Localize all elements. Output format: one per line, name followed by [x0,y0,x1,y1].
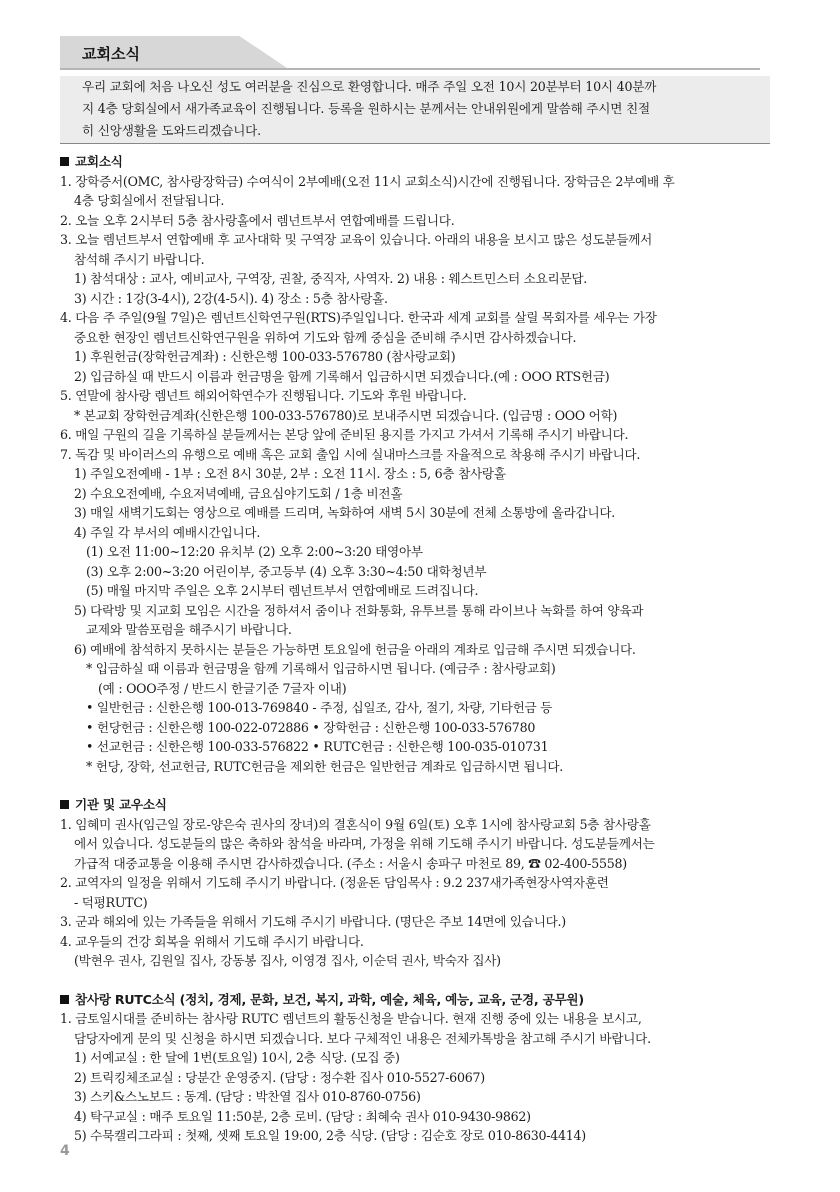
news-line: (1) 오전 11:00~12:20 유치부 (2) 오후 2:00~3:20 태영아부 [86,544,423,559]
page-title: 교회소식 [82,45,140,63]
news-line: 2) 트릭킹체조교실 : 당분간 운영중지. (담당 : 정수환 집사 010-5527-6067) [74,1069,485,1085]
news-line: • 일반헌금 : 신한은행 100-013-769840 - 주정, 십일조, 감사, 절기, 차량, 기타헌금 등 [86,700,553,715]
news-line: 중요한 현장인 렘넌트신학연구원을 위하여 기도와 함께 중심을 준비해 주시면 감사하겠습니다. [74,329,577,345]
news-line: • 헌당헌금 : 신한은행 100-022-072886 • 장학헌금 : 신한은행 100-033-576780 [86,719,536,735]
news-line: 1) 참석대상 : 교사, 예비교사, 구역장, 권찰, 중직자, 사역자. 2) 내용 : 웨스트민스터 소요리문답. [74,271,588,286]
news-line: 담당자에게 문의 및 신청을 하시면 되겠습니다. 보다 구체적인 내용은 전체카톡방을 참고해 주시기 바랍니다. [74,1030,651,1046]
news-line: 3. 군과 해외에 있는 가족들을 위해서 기도해 주시기 바랍니다. (명단은 주보 14면에 있습니다.) [60,914,566,929]
news-line: 참석해 주시기 바랍니다. [74,251,205,267]
news-line: 4) 탁구교실 : 매주 토요일 11:50분, 2층 로비. (담당 : 최혜숙 권사 010-9430-9862) [74,1108,531,1124]
news-line: 에서 있습니다. 성도분들의 많은 축하와 참석을 바라며, 가정을 위해 기도해 주시기 바랍니다. 성도분들께서는 [74,836,655,851]
news-line: 3. 오늘 렘넌트부서 연합예배 후 교사대학 및 구역장 교육이 있습니다. 아래의 내용을 보시고 많은 성도분들께서 [60,232,653,247]
news-content [60,152,780,1146]
header-tab [60,36,760,70]
news-line: • 선교헌금 : 신한은행 100-033-576822 • RUTC헌금 : 신한은행 100-035-010731 [86,739,549,754]
news-line: 3) 매일 새벽기도회는 영상으로 예배를 드리며, 녹화하여 새벽 5시 30분에 전체 소통방에 올라갑니다. [74,505,616,520]
square-bullet-icon [60,157,69,166]
section-heading [60,990,780,1010]
page-number: 4 [60,1143,70,1159]
welcome-box [60,76,770,144]
news-line: (3) 오후 2:00~3:20 어린이부, 중고등부 (4) 오후 3:30~4:50 대학청년부 [86,563,487,579]
news-line: 5. 연말에 참사랑 렘넌트 해외어학연수가 진행됩니다. 기도와 후원 바랍니다. [60,388,467,403]
section-heading [60,795,780,815]
news-line: 3) 시간 : 1강(3-4시), 2강(4-5시). 4) 장소 : 5층 참사랑홀. [74,290,388,306]
news-line: 2. 교역자의 일정을 위해서 기도해 주시기 바랍니다. (정윤돈 담임목사 : 9.2 237새가족현장사역자훈련 [60,875,609,890]
news-line: * 입금하실 때 이름과 헌금명을 함께 기록해서 입금하시면 됩니다. (예금주 : 참사랑교회) [86,661,556,676]
news-line: * 헌당, 장학, 선교헌금, RUTC헌금을 제외한 헌금은 일반헌금 계좌로 입금하시면 됩니다. [86,758,564,774]
news-line: 4. 교우들의 건강 회복을 위해서 기도해 주시기 바랍니다. [60,933,364,949]
news-line: 1) 서예교실 : 한 달에 1번(토요일) 10시, 2층 식당. (모집 중) [74,1050,400,1065]
news-line: 2) 입금하실 때 반드시 이름과 헌금명을 함께 기록해서 입금하시면 되겠습니다.(예 : OOO RTS헌금) [74,368,610,384]
news-line: 4. 다음 주 주일(9월 7일)은 렘넌트신학연구원(RTS)주일입니다. 한국과 세계 교회를 살릴 목회자를 세우는 가장 [60,310,657,325]
square-bullet-icon [60,800,69,809]
news-line: 1) 주일오전예배 - 1부 : 오전 8시 30분, 2부 : 오전 11시. 장소 : 5, 6층 참사랑홀 [74,466,506,481]
section-heading-text: 교회소식 [75,154,123,169]
header-divider [60,68,760,70]
square-bullet-icon [60,995,69,1004]
news-line: - 덕평RUTC) [74,894,148,910]
section-gap [60,776,780,795]
news-line: (예 : OOO주정 / 반드시 한글기준 7글자 이내) [98,680,347,696]
section-heading-text: 기관 및 교우소식 [75,797,167,812]
news-line: 1. 장학증서(OMC, 참사랑장학금) 수여식이 2부예배(오전 11시 교회소식)시간에 진행됩니다. 장학금은 2부예배 후 [60,173,675,189]
news-line: (5) 매월 마지막 주일은 오후 2시부터 렘넌트부서 연합예배로 드려집니다. [86,583,479,598]
news-line: 6. 매일 구원의 길을 기록하실 분들께서는 본당 앞에 준비된 용지를 가지고 가셔서 기록해 주시기 바랍니다. [60,427,629,442]
news-line: 1. 임혜미 권사(임근일 장로-양은숙 권사의 장녀)의 결혼식이 9월 6일(토) 오후 1시에 참사랑교회 5층 참사랑홀 [60,816,651,832]
news-line: 가급적 대중교통을 이용해 주시면 감사하겠습니다. (주소 : 서울시 송파구 마천로 89, ☎ 02-400-5558) [74,855,627,871]
news-line: 4) 주일 각 부서의 예배시간입니다. [74,524,261,540]
welcome-line: 히 신앙생활을 도와드리겠습니다. [82,123,261,138]
news-line: * 본교회 장학헌금계좌(신한은행 100-033-576780)로 보내주시면 되겠습니다. (입금명 : OOO 어학) [74,407,618,423]
news-line: 교제와 말씀포럼을 해주시기 바랍니다. [86,622,292,637]
news-line: 5) 다락방 및 지교회 모임은 시간을 정하셔서 줌이나 전화통화, 유투브를 통해 라이브나 녹화를 하여 양육과 [74,602,644,618]
news-line: 5) 수묵캘리그라피 : 첫째, 셋째 토요일 19:00, 2층 식당. (담당 : 김순호 장로 010-8630-4414) [74,1128,586,1143]
news-line: 7. 독감 및 바이러스의 유행으로 예배 혹은 교회 출입 시에 실내마스크를 자율적으로 착용해 주시기 바랍니다. [60,446,641,462]
news-line: 2) 수요오전예배, 수요저녁예배, 금요심야기도회 / 1층 비전홀 [74,485,403,501]
welcome-line: 지 4층 당회실에서 새가족교육이 진행됩니다. 등록을 원하시는 분께서는 안내위원에게 말씀해 주시면 친절 [82,101,650,116]
section-gap [60,971,780,990]
news-line: (박현우 권사, 김원일 집사, 강동봉 집사, 이영경 집사, 이순덕 권사, 박숙자 집사) [74,953,501,968]
news-line: 1. 금토일시대를 준비하는 참사랑 RUTC 렘넌트의 활동신청을 받습니다. 현재 진행 중에 있는 내용을 보시고, [60,1011,642,1026]
news-line: 3) 스키&스노보드 : 동계. (담당 : 박찬열 집사 010-8760-0756) [74,1089,421,1104]
welcome-line: 우리 교회에 처음 나오신 성도 여러분을 진심으로 환영합니다. 매주 주일 오전 10시 20분부터 10시 40분까 [82,79,657,94]
section-heading-text: 참사랑 RUTC소식 (정치, 경제, 문화, 보건, 복지, 과학, 예술, 체육, 예능, 교육, 군경, 공무원) [75,991,584,1007]
news-line: 2. 오늘 오후 2시부터 5층 참사랑홀에서 렘넌트부서 연합예배를 드립니다. [60,212,455,228]
news-line: 6) 예배에 참석하지 못하시는 분들은 가능하면 토요일에 헌금을 아래의 계좌로 입금해 주시면 되겠습니다. [74,641,636,657]
news-line: 4층 당회실에서 전달됩니다. [74,193,225,208]
news-line: 1) 후원헌금(장학헌금계좌) : 신한은행 100-033-576780 (참사랑교회) [74,349,456,364]
section-heading [60,152,780,172]
